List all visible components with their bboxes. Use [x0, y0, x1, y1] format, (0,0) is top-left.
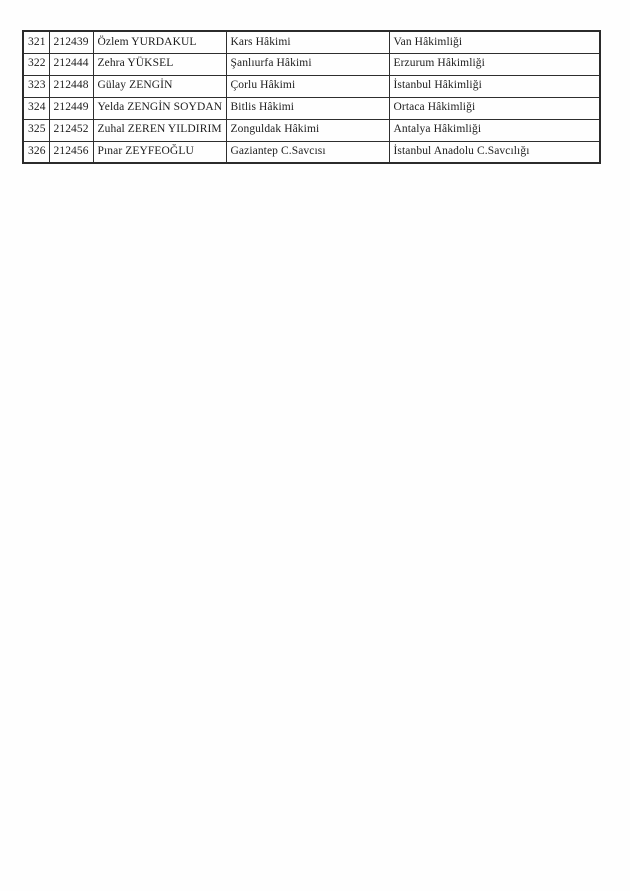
registry-number: 212452: [49, 119, 93, 141]
person-name: Zuhal ZEREN YILDIRIM: [93, 119, 226, 141]
table-row: [23, 75, 600, 97]
registry-number: 212456: [49, 141, 93, 163]
new-post: Antalya Hâkimliği: [389, 119, 600, 141]
new-post: Erzurum Hâkimliği: [389, 53, 600, 75]
appointments-table: [22, 30, 601, 164]
person-name: Gülay ZENGİN: [93, 75, 226, 97]
person-name: Yelda ZENGİN SOYDAN: [93, 97, 226, 119]
current-post: Zonguldak Hâkimi: [226, 119, 389, 141]
current-post: Bitlis Hâkimi: [226, 97, 389, 119]
new-post: Van Hâkimliği: [389, 31, 600, 53]
row-number: 324: [23, 97, 49, 119]
current-post: Çorlu Hâkimi: [226, 75, 389, 97]
registry-number: 212444: [49, 53, 93, 75]
person-name: Pınar ZEYFEOĞLU: [93, 141, 226, 163]
table-row: [23, 97, 600, 119]
current-post: Şanlıurfa Hâkimi: [226, 53, 389, 75]
new-post: Ortaca Hâkimliği: [389, 97, 600, 119]
table-row: [23, 119, 600, 141]
row-number: 321: [23, 31, 49, 53]
table-row: [23, 53, 600, 75]
person-name: Özlem YURDAKUL: [93, 31, 226, 53]
row-number: 323: [23, 75, 49, 97]
table-row: [23, 141, 600, 163]
table-row: [23, 31, 600, 53]
row-number: 326: [23, 141, 49, 163]
person-name: Zehra YÜKSEL: [93, 53, 226, 75]
current-post: Gaziantep C.Savcısı: [226, 141, 389, 163]
registry-number: 212449: [49, 97, 93, 119]
row-number: 322: [23, 53, 49, 75]
new-post: İstanbul Anadolu C.Savcılığı: [389, 141, 600, 163]
row-number: 325: [23, 119, 49, 141]
registry-number: 212439: [49, 31, 93, 53]
new-post: İstanbul Hâkimliği: [389, 75, 600, 97]
current-post: Kars Hâkimi: [226, 31, 389, 53]
registry-number: 212448: [49, 75, 93, 97]
